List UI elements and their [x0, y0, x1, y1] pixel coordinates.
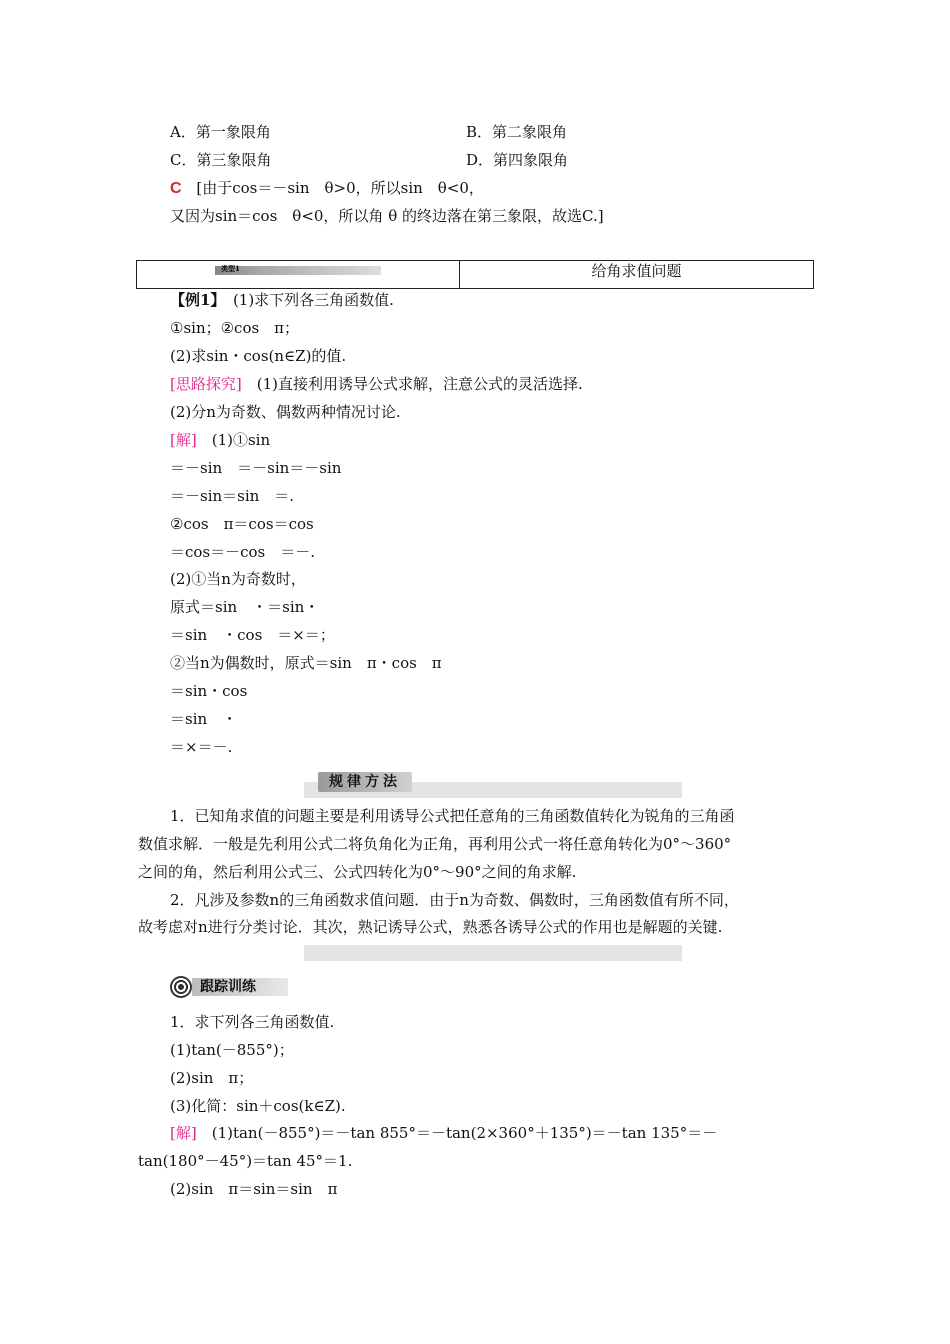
- answer-letter: C: [170, 180, 182, 197]
- method-p2-line-1: 2．凡涉及参数n的三角函数求值问题．由于n为奇数、偶数时，三角函数值有所不同，: [170, 891, 739, 909]
- method-p1-line-2: 数值求解．一般是先利用公式二将负角化为正角，再利用公式一将任意角转化为0°～360°: [138, 835, 732, 853]
- solution-line-10: ＝sin ・: [170, 710, 238, 728]
- target-icon: [170, 976, 192, 998]
- think-label: [思路探究]: [170, 375, 242, 393]
- solution-line-1: ＝－sin ＝－sin＝－sin: [170, 459, 342, 477]
- solution-line-8: ②当n为偶数时，原式＝sin π・cos π: [170, 654, 442, 672]
- method-title: 规律方法: [318, 772, 412, 792]
- option-a: A．第一象限角: [170, 123, 271, 141]
- solution-line-7: ＝sin ・cos ＝×＝；: [170, 626, 335, 644]
- method-p1-line-1: 1．已知角求值的问题主要是利用诱导公式把任意角的三角函数值转化为锐角的三角函: [170, 807, 735, 825]
- example-line-1: [170, 290, 394, 310]
- solution-line-6: 原式＝sin ・＝sin・: [170, 598, 320, 616]
- answer-line-1: [170, 178, 484, 199]
- training-answer-2: tan(180°－45°)＝tan 45°＝1.: [138, 1152, 353, 1170]
- training-title: 跟踪训练: [192, 978, 288, 996]
- answer-explanation-1: [由于cos＝－sin θ>0，所以sin θ<0，: [196, 179, 484, 197]
- option-c: C．第三象限角: [170, 151, 272, 169]
- type-header-box: [136, 260, 814, 289]
- solution-line-5: (2)①当n为奇数时，: [170, 570, 306, 588]
- training-q1: 1．求下列各三角函数值.: [170, 1013, 335, 1031]
- option-d: D．第四象限角: [466, 151, 569, 169]
- example-head: 【例1】: [170, 291, 218, 309]
- training-answer-1-text: (1)tan(－855°)＝－tan 855°＝－tan(2×360°＋135°)＝－tan 135°＝－: [196, 1124, 718, 1142]
- example-line-2: ①sin；②cos π；: [170, 319, 300, 337]
- solution-line-0: [170, 430, 270, 450]
- type-tag: [215, 266, 381, 275]
- solution-label: [解]: [170, 431, 197, 449]
- example-text-1: (1)求下列各三角函数值.: [217, 291, 394, 309]
- option-b: B．第二象限角: [466, 123, 568, 141]
- type-title: 给角求值问题: [591, 262, 682, 280]
- method-p2-line-2: 故考虑对n进行分类讨论．其次，熟记诱导公式，熟悉各诱导公式的作用也是解题的关键.: [138, 918, 723, 936]
- think-text: (1)直接利用诱导公式求解，注意公式的灵活选择.: [241, 375, 583, 393]
- training-q2: (1)tan(－855°)；: [170, 1041, 294, 1059]
- training-header: [170, 976, 288, 998]
- example-line-5: (2)分n为奇数、偶数两种情况讨论.: [170, 403, 401, 421]
- method-p1-line-3: 之间的角，然后利用公式三、公式四转化为0°～90°之间的角求解.: [138, 863, 577, 881]
- training-q3: (2)sin π；: [170, 1069, 254, 1087]
- answer-explanation-2: 又因为sin＝cos θ<0，所以角 θ 的终边落在第三象限，故选C.]: [170, 207, 604, 225]
- type-tag-cell: [137, 261, 460, 288]
- solution-line-9: ＝sin・cos: [170, 682, 248, 700]
- solution-line-3: ②cos π＝cos＝cos: [170, 515, 314, 533]
- solution-line-4: ＝cos＝－cos ＝－.: [170, 543, 316, 561]
- example-line-3: (2)求sin・cos(n∈Z)的值.: [170, 347, 347, 365]
- training-answer-1: [170, 1123, 717, 1143]
- solution-line-2: ＝－sin＝sin ＝.: [170, 487, 295, 505]
- solution-line-11: ＝×＝－.: [170, 738, 233, 756]
- solution-first: (1)①sin: [196, 431, 271, 449]
- training-q4: (3)化简：sin＋cos(k∈Z).: [170, 1097, 346, 1115]
- method-bar-bottom: [304, 945, 682, 961]
- training-answer-3: (2)sin π＝sin＝sin π: [170, 1180, 338, 1198]
- training-solution-label: [解]: [170, 1124, 197, 1142]
- think-line: [170, 374, 583, 394]
- type-tag-label: 类型1: [221, 264, 240, 273]
